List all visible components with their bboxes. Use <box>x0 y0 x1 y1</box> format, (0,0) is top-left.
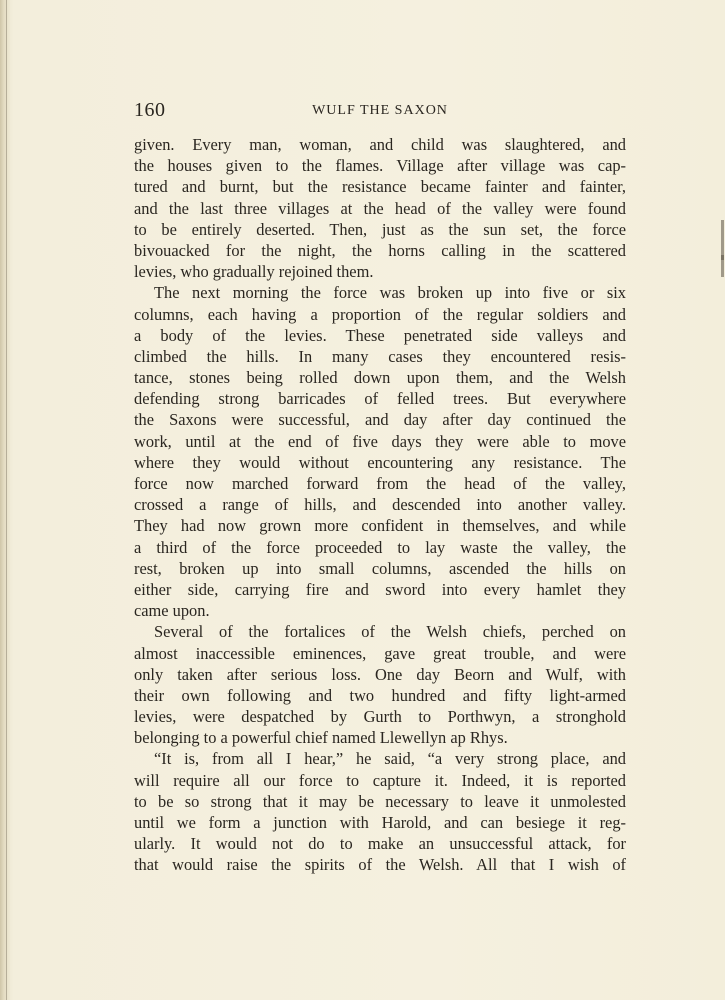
text-line: belonging to a powerful chief named Llewellyn ap Rhys. <box>134 728 508 748</box>
text-line: defending strong barricades of felled trees. But everywhere <box>134 389 626 409</box>
binding-shadow-line <box>6 0 7 1000</box>
scan-edge-mark <box>721 220 724 260</box>
text-line: crossed a range of hills, and descended into another valley. <box>134 495 626 515</box>
text-line: Several of the fortalices of the Welsh chiefs, perched on <box>154 622 626 642</box>
text-line: that would raise the spirits of the Welsh. All that I wish of <box>134 855 626 875</box>
text-line: levies, who gradually rejoined them. <box>134 262 374 282</box>
text-line: “It is, from all I hear,” he said, “a very strong place, and <box>154 749 626 769</box>
text-line: their own following and two hundred and fifty light-armed <box>134 685 626 705</box>
text-line: climbed the hills. In many cases they encountered resis- <box>134 346 626 366</box>
text-line: where they would without encountering any resistance. The <box>134 452 626 472</box>
running-head: WULF THE SAXON <box>312 103 448 118</box>
text-line: force now marched forward from the head of the valley, <box>134 474 626 493</box>
text-line: given. Every man, woman, and child was slaughtered, and <box>134 135 626 154</box>
text-line: work, until at the end of five days they were able to move <box>134 431 626 451</box>
text-line: the Saxons were successful, and day after day continued the <box>134 410 626 430</box>
text-line: tance, stones being rolled down upon them, and the Welsh <box>134 368 626 388</box>
text-line: only taken after serious loss. One day Beorn and Wulf, with <box>134 664 626 684</box>
text-line: They had now grown more confident in themselves, and while <box>134 516 626 536</box>
text-line: ularly. It would not do to make an unsuccessful attack, for <box>134 834 626 854</box>
text-line: a third of the force proceeded to lay waste the valley, the <box>134 537 626 557</box>
text-line: columns, each having a proportion of the regular soldiers and <box>134 304 626 324</box>
text-line: bivouacked for the night, the horns calling in the scattered <box>134 240 626 260</box>
page-header <box>134 98 626 122</box>
text-line: either side, carrying fire and sword into every hamlet they <box>134 579 626 599</box>
text-line: came upon. <box>134 601 210 621</box>
text-line: until we form a junction with Harold, and can besiege it reg- <box>134 813 626 832</box>
text-line: tured and burnt, but the resistance became fainter and fainter, <box>134 177 626 197</box>
text-line: almost inaccessible eminences, gave great trouble, and were <box>134 643 626 663</box>
text-line: rest, broken up into small columns, ascended the hills on <box>134 558 626 578</box>
page-binding-edge <box>0 0 10 1000</box>
text-line: and the last three villages at the head of the valley were found <box>134 198 626 218</box>
text-line: a body of the levies. These penetrated side valleys and <box>134 325 626 345</box>
page-number: 160 <box>134 99 166 121</box>
text-line: to be entirely deserted. Then, just as the sun set, the force <box>134 219 626 239</box>
text-line: the houses given to the flames. Village after village was cap- <box>134 156 626 176</box>
text-line: to be so strong that it may be necessary to leave it unmolested <box>134 791 626 811</box>
text-line: levies, were despatched by Gurth to Porthwyn, a stronghold <box>134 707 626 727</box>
text-line: will require all our force to capture it. Indeed, it is reported <box>134 770 626 790</box>
body-text <box>134 134 626 876</box>
scan-edge-mark <box>721 255 724 277</box>
text-line: The next morning the force was broken up into five or six <box>154 283 626 303</box>
